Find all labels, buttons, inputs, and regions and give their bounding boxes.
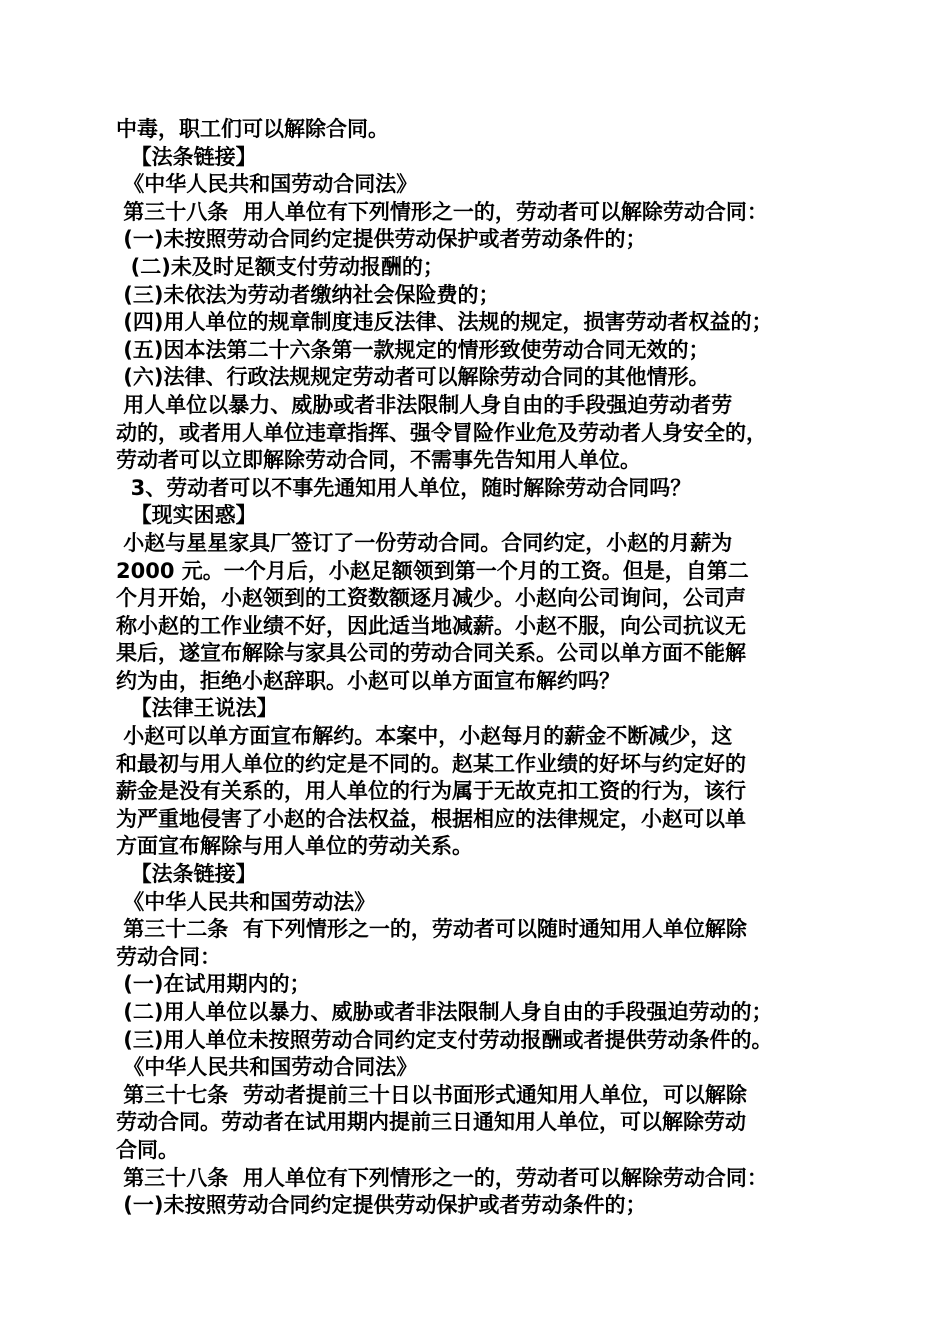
text-line: (二)未及时足额支付劳动报酬的； (116, 254, 444, 279)
text-line: 劳动者可以立即解除劳动合同，不需事先告知用人单位。 (116, 448, 641, 473)
text-line: 第三十二条 有下列情形之一的，劳动者可以随时通知用人单位解除 (116, 917, 747, 942)
text-line: 第三十八条 用人单位有下列情形之一的，劳动者可以解除劳动合同： (116, 1165, 768, 1190)
text-line: (三)用人单位未按照劳动合同约定支付劳动报酬或者提供劳动条件的。 (116, 1027, 773, 1052)
text-line: 【法条链接】 (116, 144, 257, 169)
text-line: 《中华人民共和国劳动法》 (116, 889, 376, 914)
text-line: (一)在试用期内的； (116, 972, 311, 997)
text-line: (一)未按照劳动合同约定提供劳动保护或者劳动条件的； (116, 227, 647, 252)
text-line: 劳动合同。劳动者在试用期内提前三日通知用人单位，可以解除劳动 (116, 1110, 746, 1135)
text-line: (二)用人单位以暴力、威胁或者非法限制人身自由的手段强迫劳动的； (116, 1000, 773, 1024)
text-line: (六)法律、行政法规规定劳动者可以解除劳动合同的其他情形。 (116, 365, 710, 390)
text-line: (五)因本法第二十六条第一款规定的情形致使劳动合同无效的； (116, 337, 710, 362)
text-line: 合同。 (116, 1137, 179, 1162)
text-line: 【法律王说法】 (116, 696, 278, 721)
text-line: 《中华人民共和国劳动合同法》 (116, 1055, 418, 1080)
text-line: 《中华人民共和国劳动合同法》 (116, 172, 418, 197)
text-line: 【法条链接】 (116, 862, 257, 887)
text-line: 和最初与用人单位的约定是不同的。赵某工作业绩的好坏与约定好的 (116, 751, 746, 776)
text-line: (一)未按照劳动合同约定提供劳动保护或者劳动条件的； (116, 1193, 647, 1218)
text-line: 为严重地侵害了小赵的合法权益，根据相应的法律规定，小赵可以单 (116, 806, 746, 831)
text-line: 小赵与星星家具厂签订了一份劳动合同。合同约定，小赵的月薪为 (116, 530, 733, 555)
text-line: 劳动合同： (116, 944, 221, 969)
text-line: (三)未依法为劳动者缴纳社会保险费的； (116, 282, 500, 307)
text-line: 小赵可以单方面宣布解约。本案中，小赵每月的薪金不断减少，这 (116, 724, 733, 749)
text-line: 薪金是没有关系的，用人单位的行为属于无故克扣工资的行为，该行 (116, 779, 746, 804)
text-line: 称小赵的工作业绩不好，因此适当地减薪。小赵不服，向公司抗议无 (116, 613, 746, 638)
text-line: 个月开始，小赵领到的工资数额逐月减少。小赵向公司询问，公司声 (116, 586, 746, 611)
text-line: 用人单位以暴力、威胁或者非法限制人身自由的手段强迫劳动者劳 (116, 392, 733, 417)
text-line: 2000 元。一个月后，小赵足额领到第一个月的工资。但是，自第二 (116, 558, 749, 583)
text-line: 第三十八条 用人单位有下列情形之一的，劳动者可以解除劳动合同： (116, 199, 768, 224)
text-line: 中毒，职工们可以解除合同。 (116, 117, 389, 141)
text-line: 第三十七条 劳动者提前三十日以书面形式通知用人单位，可以解除 (116, 1082, 747, 1107)
text-line: 【现实困惑】 (116, 503, 257, 528)
document-body (116, 116, 844, 1220)
text-line: 约为由，拒绝小赵辞职。小赵可以单方面宣布解约吗？ (116, 668, 620, 693)
text-line: 动的，或者用人单位违章指挥、强令冒险作业危及劳动者人身安全的， (116, 420, 767, 445)
text-line: (四)用人单位的规章制度违反法律、法规的规定，损害劳动者权益的； (116, 310, 773, 335)
text-line: 3、劳动者可以不事先通知用人单位，随时解除劳动合同吗？ (116, 475, 692, 500)
text-line: 果后，遂宣布解除与家具公司的劳动合同关系。公司以单方面不能解 (116, 641, 746, 666)
text-line: 方面宣布解除与用人单位的劳动关系。 (116, 834, 473, 859)
